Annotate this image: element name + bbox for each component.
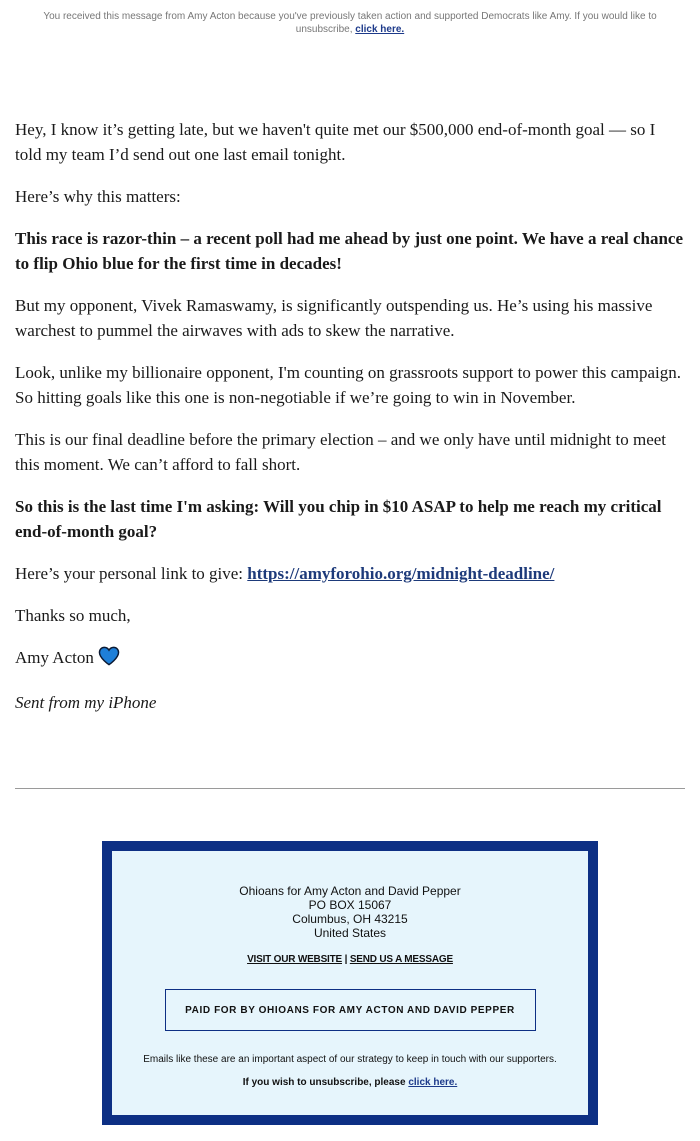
paragraph-deadline: This is our final deadline before the primary election – and we only have until midnight to meet this moment. We can’t afford to fall short. — [15, 430, 667, 474]
footer-link-separator: | — [344, 954, 348, 965]
signature-name: Amy Acton — [15, 648, 94, 667]
footer-note: Emails like these are an important aspect of our strategy to keep in touch with our supporters. — [143, 1054, 557, 1065]
signature — [15, 645, 685, 673]
footer-address — [112, 884, 588, 940]
footer-unsubscribe-link[interactable]: click here. — [408, 1077, 458, 1088]
link-prefix: Here’s your personal link to give: — [15, 564, 248, 583]
footer-box — [102, 841, 598, 1125]
paragraph-intro: Hey, I know it’s getting late, but we haven't quite met our $500,000 end-of-month goal — so I told my team I’d send out one last email tonight. — [15, 120, 656, 164]
paragraph-ask: So this is the last time I'm asking: Will you chip in $10 ASAP to help me reach my critical end-of-month goal? — [15, 497, 662, 541]
unsubscribe-prefix: If you wish to unsubscribe, please — [242, 1077, 409, 1088]
footer-links — [112, 954, 588, 965]
email-body — [15, 117, 685, 732]
blue-heart-icon — [98, 646, 120, 673]
paid-for-text: PAID FOR BY OHIOANS FOR AMY ACTON AND DAVID PEPPER — [185, 1004, 515, 1016]
footer-org: Ohioans for Amy Acton and David Pepper — [239, 884, 461, 898]
footer-unsubscribe — [112, 1077, 588, 1088]
preheader — [30, 10, 670, 36]
paragraph-link — [15, 561, 685, 586]
signoff: Sent from my iPhone — [15, 693, 157, 712]
preheader-text: You received this message from Amy Acton because you've previously taken action and supported Democrats like Amy. If you would like to unsubscribe, — [43, 11, 657, 35]
paragraph-grassroots: Look, unlike my billionaire opponent, I'm counting on grassroots support to power this campaign. So hitting goals like this one is non-negotiable if we’re going to win in November. — [15, 363, 681, 407]
donate-link[interactable]: https://amyforohio.org/midnight-deadline/ — [247, 564, 555, 583]
send-message-link[interactable]: SEND US A MESSAGE — [349, 954, 453, 965]
preheader-unsubscribe-link[interactable]: click here. — [355, 24, 405, 35]
paragraph-why: Here’s why this matters: — [15, 187, 181, 206]
divider — [15, 788, 685, 789]
footer-address-line1: PO BOX 15067 — [308, 898, 392, 912]
paragraph-thanks: Thanks so much, — [15, 606, 131, 625]
footer-address-line2: Columbus, OH 43215 — [292, 912, 408, 926]
paid-for-disclaimer — [165, 989, 536, 1031]
paragraph-opponent: But my opponent, Vivek Ramaswamy, is significantly outspending us. He’s using his massive warchest to pummel the airwaves with ads to skew the narrative. — [15, 296, 653, 340]
visit-website-link[interactable]: VISIT OUR WEBSITE — [247, 954, 343, 965]
paragraph-race: This race is razor-thin – a recent poll had me ahead by just one point. We have a real chance to flip Ohio blue for the first time in decades! — [15, 229, 684, 273]
footer-country: United States — [313, 926, 387, 940]
